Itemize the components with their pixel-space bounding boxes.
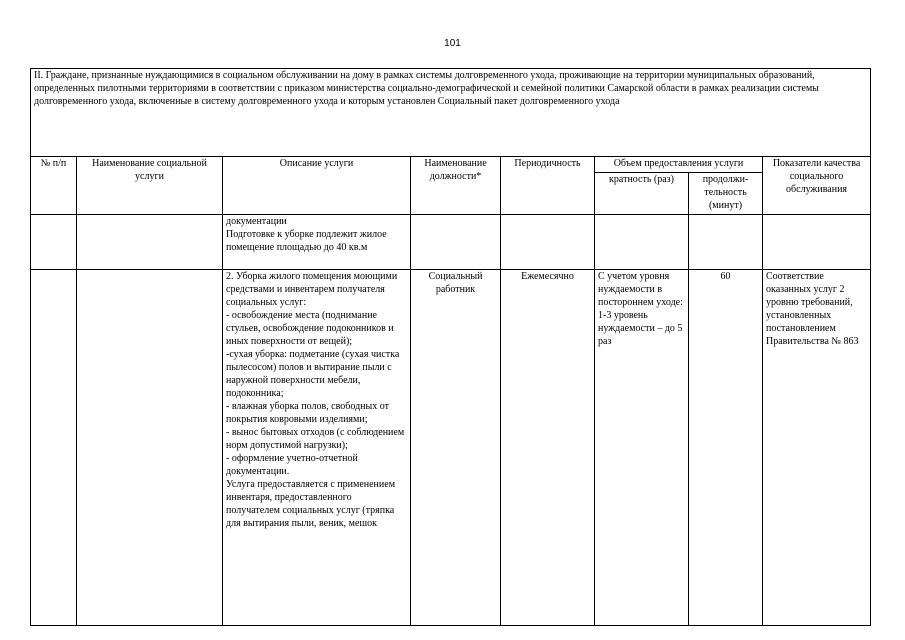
table-row [31, 215, 871, 270]
cell-description: документации Подготовке к уборке подлежит жилое помещение площадью до 40 кв.м [223, 215, 411, 270]
cell-periodicity [501, 215, 595, 270]
cell-service-name [77, 215, 223, 270]
header-volume: Объем предоставления услуги [595, 157, 763, 173]
page-number: 101 [444, 38, 461, 49]
cell-frequency [595, 215, 689, 270]
header-description: Описание услуги [223, 157, 411, 215]
header-frequency: кратность (раз) [595, 173, 689, 215]
header-quality: Показатели качества социального обслуживания [763, 157, 871, 215]
cell-num [31, 270, 77, 626]
cell-position [411, 215, 501, 270]
cell-description: 2. Уборка жилого помещения моющими средствами и инвентарем получателя социальных услуг: - освобождение места (поднимание стульев, освобождение подоконников и иных поверхности от вещей); -сухая уборка: подметание (сухая чистка пылесосом) полов и вытирание пыли с наружной поверхности мебели, подоконника; - влажная уборка полов, свободных от покрытия ковровыми изделиями; - вынос бытовых отходов (с соблюдением норм допустимой нагрузки); - оформление учетно-отчетной документации. Услуга предоставляется с применением инвентаря, предоставленного получателем социальных услуг (тряпка для вытирания пыли, веник, мешок [223, 270, 411, 626]
header-position: Наименование должности* [411, 157, 501, 215]
cell-position: Социальный работник [411, 270, 501, 626]
services-table [30, 68, 871, 626]
cell-frequency: С учетом уровня нуждаемости в постороннем уходе: 1-3 уровень нуждаемости – до 5 раз [595, 270, 689, 626]
cell-duration [689, 215, 763, 270]
section-title: II. Граждане, признанные нуждающимися в социальном обслуживании на дому в рамках системы долговременного ухода, проживающие на территории муниципальных образований, определенных пилотными территориями в соответствии с приказом министерства социально-демографической и семейной политики Самарской области в рамках реализации системы долговременного ухода, включенные в систему долговременного ухода и которым установлен Социальный пакет долговременного ухода [31, 69, 871, 157]
cell-quality [763, 215, 871, 270]
cell-duration: 60 [689, 270, 763, 626]
cell-periodicity: Ежемесячно [501, 270, 595, 626]
cell-quality: Соответствие оказанных услуг 2 уровню требований, установленных постановлением Правительства № 863 [763, 270, 871, 626]
header-duration: продолжи-тельность (минут) [689, 173, 763, 215]
cell-num [31, 215, 77, 270]
table-row [31, 270, 871, 626]
cell-service-name [77, 270, 223, 626]
header-periodicity: Периодичность [501, 157, 595, 215]
header-num: № п/п [31, 157, 77, 215]
header-service-name: Наименование социальной услуги [77, 157, 223, 215]
